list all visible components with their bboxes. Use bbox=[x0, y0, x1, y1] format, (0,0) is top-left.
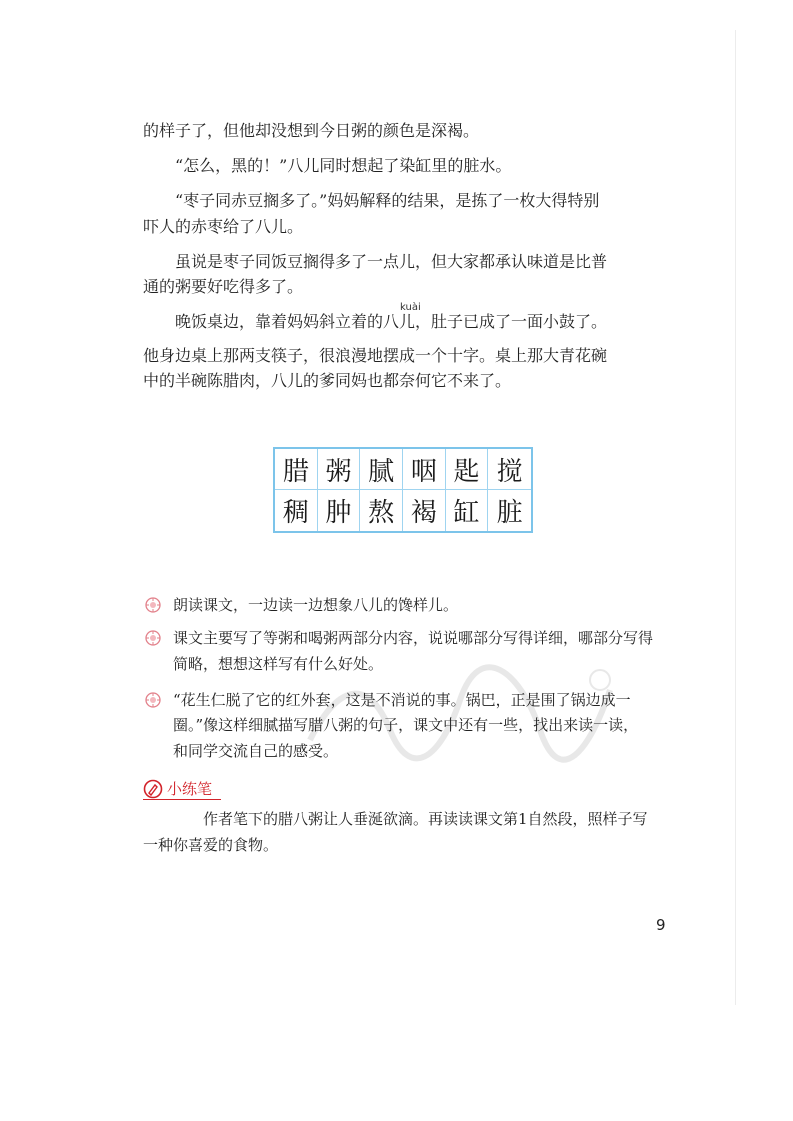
paragraph-line: 虽说是枣子同饭豆搁得多了一点儿，但大家都承认味道是比普 bbox=[175, 252, 608, 271]
character-cell: 搅 bbox=[488, 449, 531, 490]
character-cell: 熬 bbox=[360, 490, 403, 531]
character-cell: 腻 bbox=[360, 449, 403, 490]
character-cell: 腊 bbox=[275, 449, 318, 490]
character-cell: 缸 bbox=[446, 490, 489, 531]
paragraph-line: 吓人的赤枣给了八儿。 bbox=[143, 217, 304, 236]
paragraph-line: 的样子了，但他却没想到今日粥的颜色是深褐。 bbox=[143, 121, 480, 140]
page-edge-line bbox=[735, 30, 736, 1005]
paragraph-line: 通的粥要好吃得多了。 bbox=[143, 277, 304, 296]
practice-underline bbox=[143, 799, 221, 800]
practice-title: 小练笔 bbox=[167, 780, 213, 798]
flower-bullet-icon bbox=[145, 630, 161, 646]
question-line: 和同学交流自己的感受。 bbox=[173, 742, 339, 760]
question-line: 圈。”像这样细腻描写腊八粥的句子，课文中还有一些，找出来读一读， bbox=[173, 716, 639, 734]
flower-bullet-icon bbox=[145, 692, 161, 708]
character-cell: 咽 bbox=[403, 449, 446, 490]
question-line: “花生仁脱了它的红外套，这是不消说的事。锅巴，正是围了锅边成一 bbox=[173, 691, 631, 709]
practice-line: 作者笔下的腊八粥让人垂涎欲滴。再读读课文第1自然段，照样子写 bbox=[203, 810, 648, 828]
character-cell: 稠 bbox=[275, 490, 318, 531]
character-cell: 褐 bbox=[403, 490, 446, 531]
question-line: 朗读课文，一边读一边想象八儿的馋样儿。 bbox=[173, 596, 459, 614]
pen-icon bbox=[143, 779, 163, 799]
paragraph-line: “怎么，黑的！”八儿同时想起了染缸里的脏水。 bbox=[175, 156, 512, 175]
paragraph-line: 他身边桌上那两支筷子，很浪漫地摆成一个十字。桌上那大青花碗 bbox=[143, 346, 608, 365]
character-cell: 脏 bbox=[496, 498, 523, 528]
pinyin-annotation: kuài bbox=[400, 302, 421, 313]
question-line: 简略，想想这样写有什么好处。 bbox=[173, 655, 384, 673]
character-grid bbox=[273, 447, 533, 533]
character-cell: 肿 bbox=[318, 490, 361, 531]
practice-header bbox=[143, 778, 212, 799]
question-line: 课文主要写了等粥和喝粥两部分内容，说说哪部分写得详细，哪部分写得 bbox=[173, 629, 654, 647]
practice-line: 一种你喜爱的食物。 bbox=[143, 836, 279, 854]
paragraph-line: 中的半碗陈腊肉，八儿的爹同妈也都奈何它不来了。 bbox=[143, 371, 512, 390]
page-number: 9 bbox=[656, 916, 666, 934]
paragraph-line: “枣子同赤豆搁多了。”妈妈解释的结果，是拣了一枚大得特别 bbox=[175, 191, 600, 210]
flower-bullet-icon bbox=[145, 597, 161, 613]
character-cell: 粥 bbox=[318, 449, 361, 490]
paragraph-line: 晚饭桌边，靠着妈妈斜立着的八儿，肚子已成了一面小鼓了。 bbox=[175, 312, 608, 331]
character-cell: 匙 bbox=[446, 449, 489, 490]
